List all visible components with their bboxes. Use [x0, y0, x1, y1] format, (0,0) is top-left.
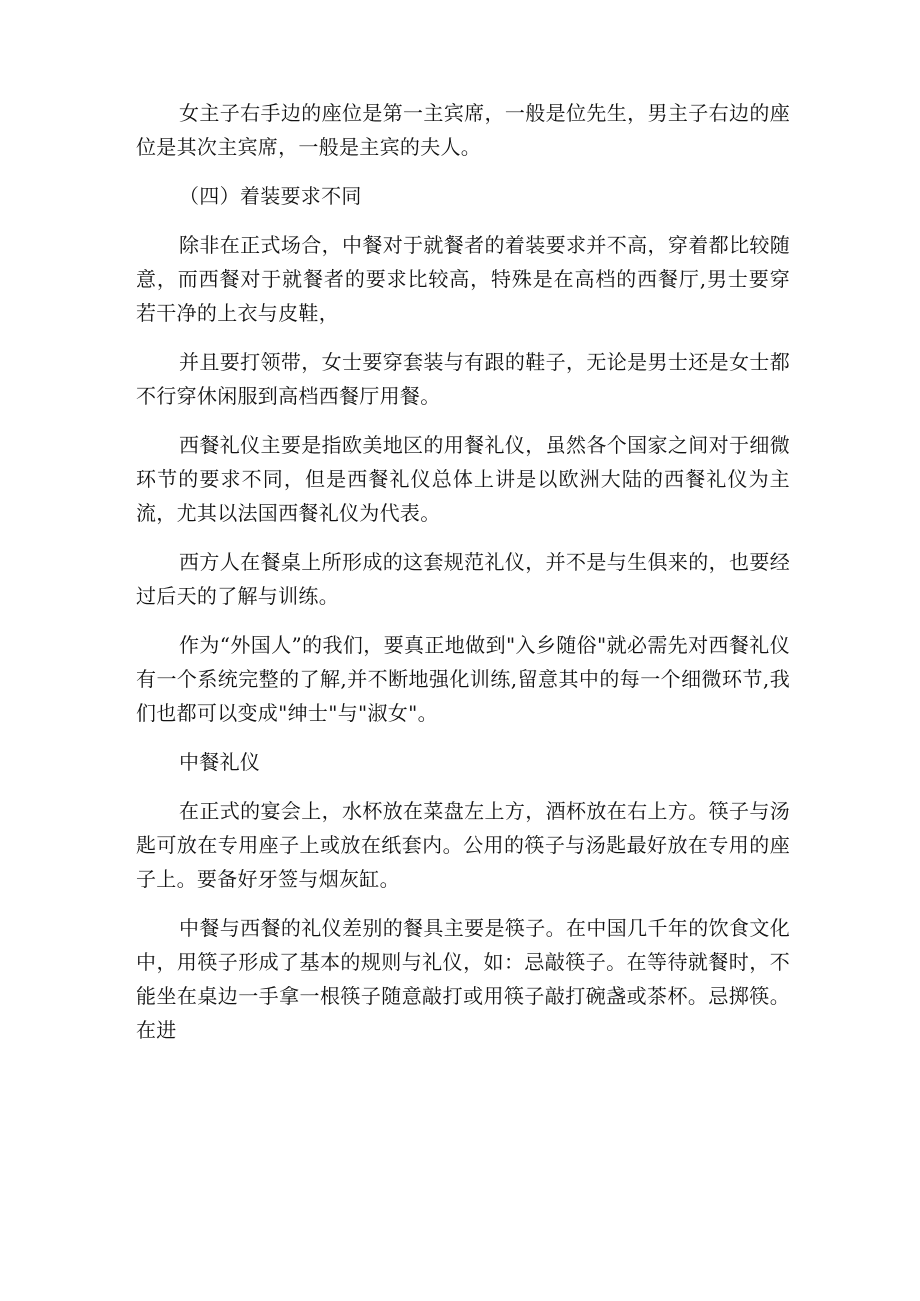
- paragraph-table-setting: 在正式的宴会上，水杯放在菜盘左上方，酒杯放在右上方。筷子与汤匙可放在专用座子上或放在纸套内。公用的筷子与汤匙最好放在专用的座子上。要备好牙签与烟灰缸。: [136, 799, 790, 891]
- paragraph-when-in-rome: 作为“外国人”的我们，要真正地做到"入乡随俗"就必需先对西餐礼仪有一个系统完整的了解,并不断地强化训练,留意其中的每一个细微环节,我们也都可以变成"绅士"与"淑女"。: [136, 633, 790, 725]
- paragraph-training: 西方人在餐桌上所形成的这套规范礼仪，并不是与生俱来的，也要经过后天的了解与训练。: [136, 550, 790, 608]
- section-heading-dress-code: （四）着装要求不同: [179, 184, 362, 208]
- paragraph-western-etiquette: 西餐礼仪主要是指欧美地区的用餐礼仪，虽然各个国家之间对于细微环节的要求不同，但是西餐礼仪总体上讲是以欧洲大陆的西餐礼仪为主流，尤其以法国西餐礼仪为代表。: [136, 433, 790, 525]
- paragraph-chopsticks: 中餐与西餐的礼仪差别的餐具主要是筷子。在中国几千年的饮食文化中，用筷子形成了基本的规则与礼仪，如：忌敲筷子。在等待就餐时，不能坐在桌边一手拿一根筷子随意敲打或用筷子敲打碗盏或茶杯。忌掷筷。在进: [136, 916, 790, 1042]
- paragraph-seating: 女主子右手边的座位是第一主宾席，一般是位先生，男主子右边的座位是其次主宾席，一般是主宾的夫人。: [136, 101, 790, 159]
- paragraph-tie-and-dress: 并且要打领带，女士要穿套装与有跟的鞋子，无论是男士还是女士都不行穿休闲服到高档西餐厅用餐。: [136, 350, 790, 408]
- section-heading-chinese-etiquette: 中餐礼仪: [179, 750, 261, 774]
- paragraph-dress-code: 除非在正式场合，中餐对于就餐者的着装要求并不高，穿着都比较随意，而西餐对于就餐者的要求比较高，特殊是在高档的西餐厅,男士要穿若干净的上衣与皮鞋，: [136, 233, 790, 325]
